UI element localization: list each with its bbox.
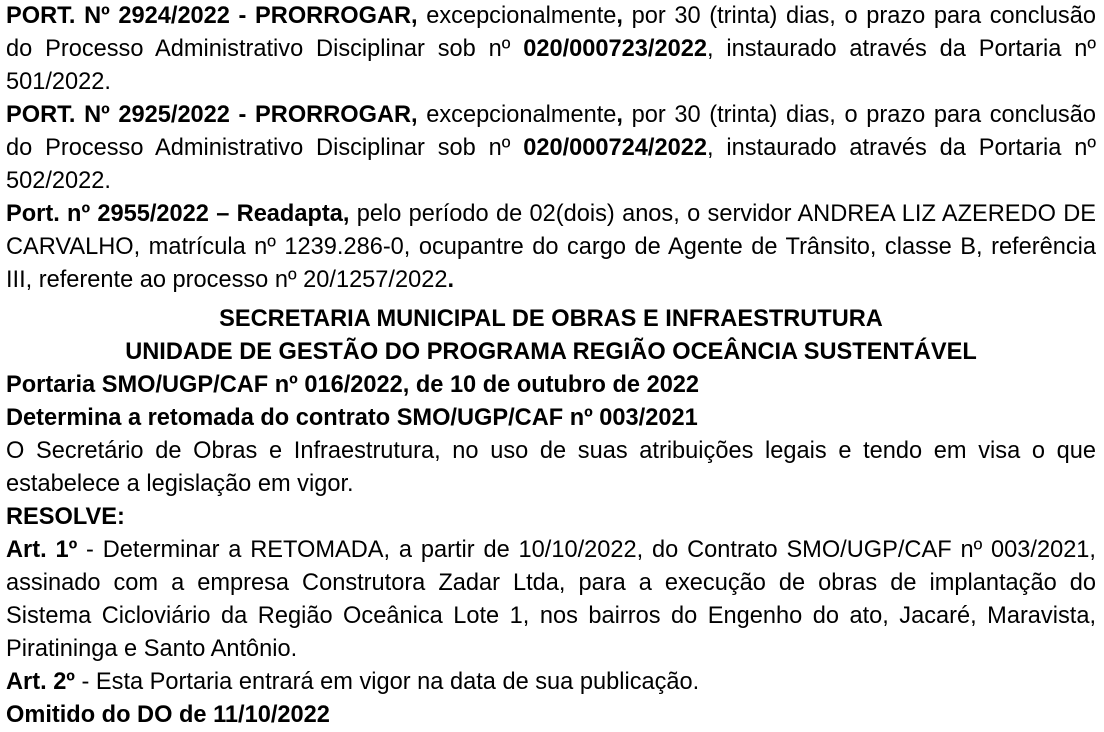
- portaria-2924: [6, 0, 1096, 99]
- portaria-2924-comma: ,: [616, 3, 623, 29]
- article-1-text: - Determinar a RETOMADA, a partir de 10/10/2022, do Contrato SMO/UGP/CAF nº 003/2021, assinado com a empresa Construtora Zadar Ltda, para a execução de obras de implantação do Sistema Cicloviário da Região Oceânica Lote 1, nos bairros do Engenho do ato, Jacaré, Maravista, Piratininga e Santo Antônio.: [6, 537, 1096, 662]
- portaria-2924-text3: , instaurado através da Portaria nº 501/2022.: [6, 36, 1097, 95]
- portaria-smo-title: Portaria SMO/UGP/CAF nº 016/2022, de 10 de outubro de 2022: [6, 372, 700, 398]
- portaria-smo-preamble: O Secretário de Obras e Infraestrutura, no uso de suas atribuições legais e tendo em visa o que estabelece a legislação em vigor.: [6, 438, 1096, 497]
- article-1: [6, 534, 1096, 666]
- portaria-2924-text2: por 30 (trinta) dias, o prazo para conclusão do Processo Administrativo Disciplinar sob nº: [6, 3, 1096, 62]
- portaria-2925-text3: , instaurado através da Portaria nº 502/2022.: [6, 135, 1097, 194]
- article-2-text: - Esta Portaria entrará em vigor na data de sua publicação.: [74, 669, 700, 695]
- portaria-2925-text2: por 30 (trinta) dias, o prazo para conclusão do Processo Administrativo Disciplinar sob nº: [6, 102, 1096, 161]
- portaria-2925-id: PORT. Nº 2925/2022 - PRORROGAR,: [6, 102, 418, 128]
- resolve-heading: RESOLVE:: [6, 504, 125, 530]
- portaria-2925: [6, 99, 1096, 198]
- readapta-text: pelo período de 02(dois) anos, o servidor ANDREA LIZ AZEREDO DE CARVALHO, matrícula nº 1239.286-0, ocupantre do cargo de Agente de Trânsito, classe B, referência III, referente ao processo nº 20/1257/2022: [6, 201, 1097, 293]
- portaria-2924-id: PORT. Nº 2924/2022 - PRORROGAR,: [6, 3, 418, 29]
- unidade-heading: UNIDADE DE GESTÃO DO PROGRAMA REGIÃO OCEÂNCIA SUSTENTÁVEL: [125, 339, 977, 365]
- article-2: [6, 666, 1096, 699]
- readapta-end: .: [447, 267, 455, 293]
- portaria-2924-processo: 020/000723/2022: [523, 36, 707, 62]
- portaria-2925-processo: 020/000724/2022: [523, 135, 707, 161]
- portaria-smo-subtitle: Determina a retomada do contrato SMO/UGP/CAF nº 003/2021: [6, 405, 698, 431]
- portaria-2925-text1: excepcionalmente: [417, 102, 617, 128]
- omitido-note: Omitido do DO de 11/10/2022: [6, 702, 330, 728]
- article-1-label: Art. 1º: [6, 537, 78, 563]
- readapta-id: Port. nº 2955/2022 – Readapta,: [6, 201, 350, 227]
- document-page: [6, 0, 1096, 732]
- secretaria-heading: SECRETARIA MUNICIPAL DE OBRAS E INFRAESTRUTURA: [219, 306, 883, 332]
- portaria-2924-text1: excepcionalmente: [417, 3, 617, 29]
- article-2-label: Art. 2º: [6, 669, 75, 695]
- portaria-2925-comma: ,: [616, 102, 623, 128]
- portaria-2955-readapta: [6, 198, 1096, 297]
